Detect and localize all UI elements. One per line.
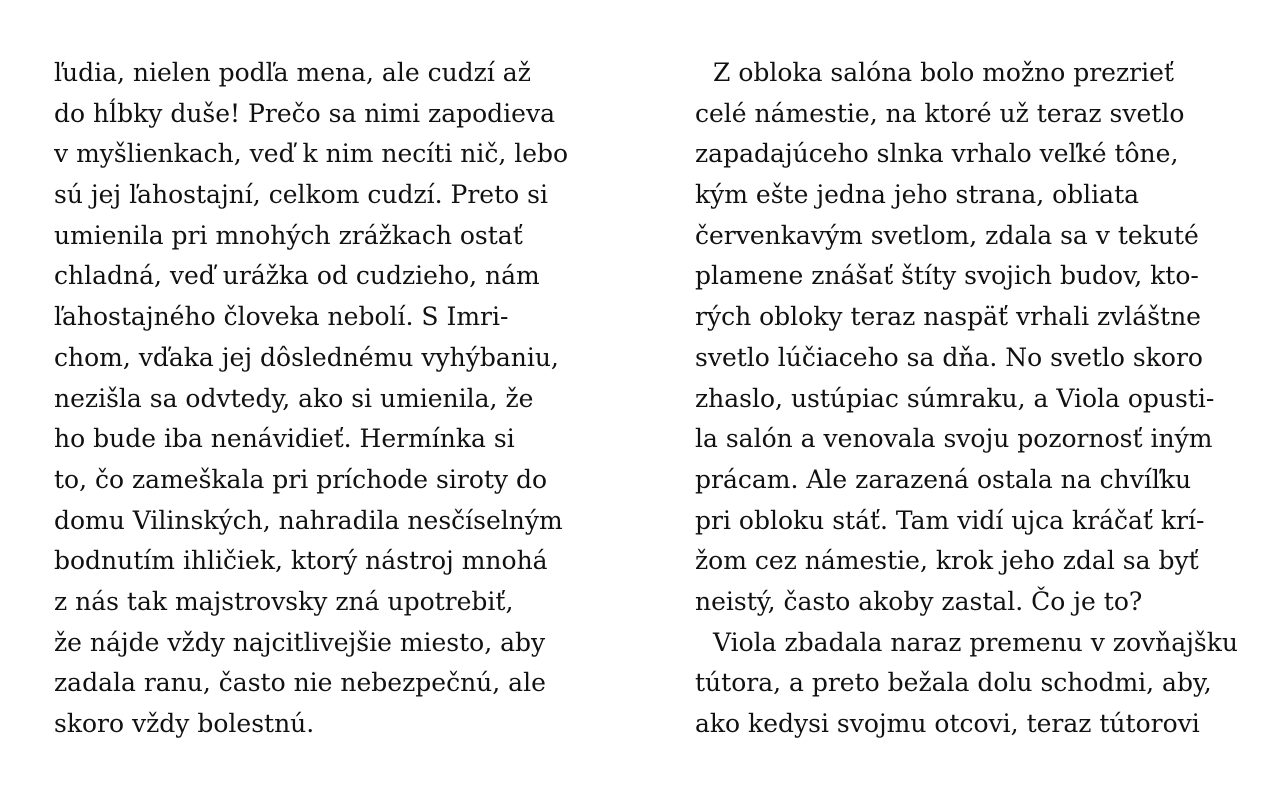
text-line: zadala ranu, často nie nebezpečnú, ale: [54, 668, 546, 698]
text-line: to, čo zameškala pri príchode siroty do: [54, 464, 548, 494]
paragraph-first-line: Viola zbadala naraz premenu v zovňajšku: [713, 627, 1238, 657]
text-line: žom cez námestie, krok jeho zdal sa byť: [695, 546, 1199, 576]
text-line: z nás tak majstrovsky zná upotrebiť,: [54, 586, 514, 616]
text-line: zapadajúceho slnka vrhalo veľké tône,: [695, 139, 1179, 169]
text-line: umienila pri mnohých zrážkach ostať: [54, 220, 523, 250]
text-line: neistý, často akoby zastal. Čo je to?: [695, 586, 1143, 616]
left-page: [54, 53, 614, 745]
text-line: rých obloky teraz naspäť vrhali zvláštne: [695, 302, 1201, 332]
text-line: chom, vďaka jej dôslednému vyhýbaniu,: [54, 342, 559, 372]
text-line: domu Vilinských, nahradila nesčíselným: [54, 505, 563, 535]
text-line: pri obloku stáť. Tam vidí ujca kráčať krí-: [695, 505, 1205, 535]
text-line: ako kedysi svojmu otcovi, teraz tútorovi: [695, 709, 1200, 738]
text-line: ľudia, nielen podľa mena, ale cudzí až: [54, 58, 531, 87]
paragraph-first-line: Z obloka salóna bolo možno prezrieť: [713, 58, 1174, 87]
text-line: skoro vždy bolestnú.: [54, 709, 315, 738]
text-line: celé námestie, na ktoré už teraz svetlo: [695, 98, 1185, 128]
text-line: kým ešte jedna jeho strana, obliata: [695, 180, 1140, 210]
text-line: prácam. Ale zarazená ostala na chvíľku: [695, 464, 1192, 494]
text-line: v myšlienkach, veď k nim necíti nič, lebo: [54, 139, 569, 169]
text-line: červenkavým svetlom, zdala sa v tekuté: [695, 220, 1199, 250]
text-line: la salón a venovala svoju pozornosť iným: [695, 424, 1213, 454]
text-line: chladná, veď urážka od cudzieho, nám: [54, 261, 540, 291]
text-line: ho bude iba nenávidieť. Hermínka si: [54, 424, 515, 454]
text-line: sú jej ľahostajní, celkom cudzí. Preto si: [54, 180, 548, 210]
text-line: bodnutím ihličiek, ktorý nástroj mnohá: [54, 546, 548, 576]
text-line: tútora, a preto bežala dolu schodmi, aby,: [695, 668, 1212, 698]
text-line: že nájde vždy najcitlivejšie miesto, aby: [54, 627, 546, 657]
text-line: zhaslo, ustúpiac súmraku, a Viola opusti-: [695, 383, 1215, 413]
text-line: svetlo lúčiaceho sa dňa. No svetlo skoro: [695, 342, 1203, 372]
text-line: ľahostajného človeka nebolí. S Imri-: [54, 302, 509, 332]
text-line: nezišla sa odvtedy, ako si umienila, že: [54, 383, 534, 413]
right-page: [695, 53, 1255, 745]
text-line: plamene znášať štíty svojich budov, kto-: [695, 261, 1199, 291]
text-line: do hĺbky duše! Prečo sa nimi zapodieva: [54, 98, 555, 128]
